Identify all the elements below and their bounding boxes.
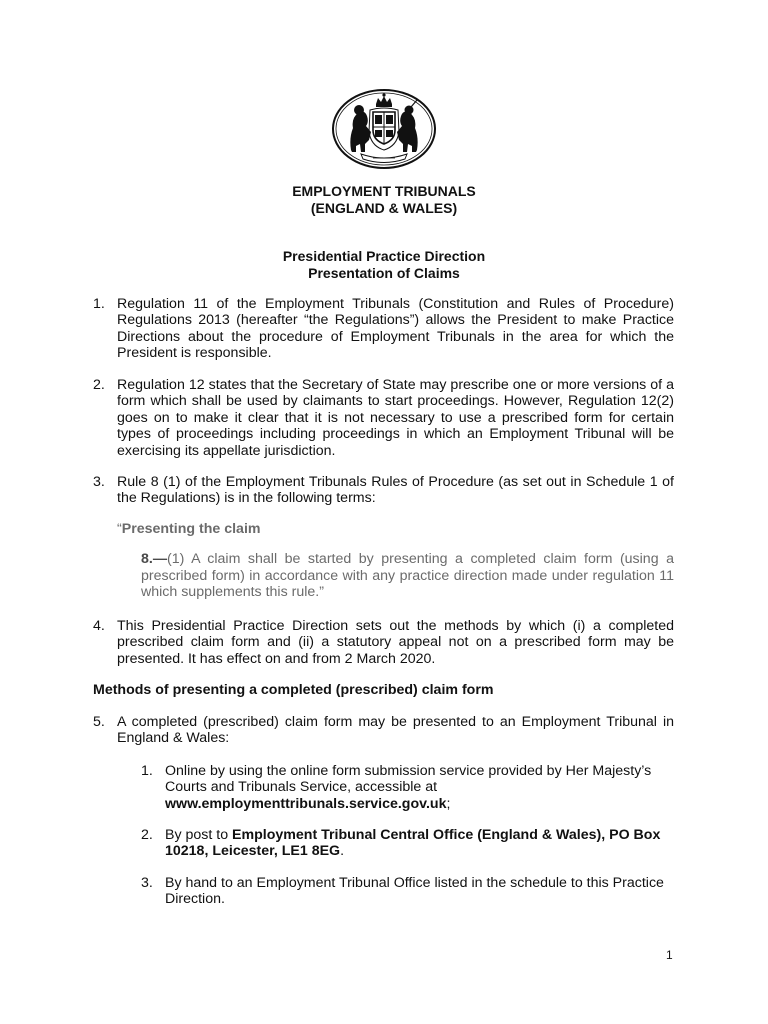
page-number: 1 (666, 948, 673, 962)
rule-text: (1) A claim shall be started by presenting a completed claim form (using a prescribed form) in accordance with any practice direction made under regulation 11 which supplements this rule.” (141, 551, 674, 601)
paragraph-1 (93, 296, 674, 362)
subtitle-line-1: Presidential Practice Direction (282, 248, 486, 264)
paragraph-text: Regulation 12 states that the Secretary of State may prescribe one or more versions of a form which shall be used by claimants to start proceedings. However, Regulation 12(2) goes on to make it clear that it is not necessary to use a prescribed form for certain types of proceedings including proceedings in which an Employment Tribunal will be exercising its appellate jurisdiction. (117, 377, 674, 459)
method-text-after: . (340, 843, 345, 860)
service-url-link[interactable]: www.employmenttribunals.service.gov.uk (165, 795, 447, 812)
paragraph-text: Rule 8 (1) of the Employment Tribunals Rules of Procedure (as set out in Schedule 1 of the Regulations) is in the following terms: (117, 474, 674, 507)
method-item-1 (141, 763, 674, 812)
method-text-plain: By post to (165, 827, 233, 843)
rule-number: 8.— (141, 551, 168, 568)
royal-coat-of-arms-icon (331, 88, 437, 170)
method-number: 2. (141, 827, 153, 843)
method-item-3 (141, 875, 674, 908)
subtitle-line-2: Presentation of Claims (308, 265, 460, 281)
open-quote-mark: “ (117, 521, 122, 537)
document-title (0, 183, 768, 217)
paragraph-text: Regulation 11 of the Employment Tribunals (Constitution and Rules of Procedure) Regulations 2013 (hereafter “the Regulations”) allows the President to make Practice Directions about the procedure of Employment Tribunals in the area for which the President is responsible. (117, 296, 674, 362)
quoted-rule-body (141, 551, 674, 600)
method-item-2 (141, 827, 674, 860)
paragraph-number: 3. (93, 474, 105, 490)
method-text (165, 763, 674, 812)
paragraph-3 (93, 474, 674, 507)
paragraph-4 (93, 618, 674, 667)
method-number: 1. (141, 763, 153, 779)
document-subtitle (0, 248, 768, 282)
title-line-1: EMPLOYMENT TRIBUNALS (292, 183, 476, 199)
paragraph-text: A completed (prescribed) claim form may be presented to an Employment Tribunal in England & Wales: (117, 714, 674, 747)
paragraph-2 (93, 377, 674, 459)
paragraph-number: 4. (93, 618, 105, 634)
title-line-2: (ENGLAND & WALES) (310, 200, 458, 216)
method-text (165, 827, 674, 860)
quote-title-text: Presenting the claim (121, 521, 261, 537)
paragraph-number: 2. (93, 377, 105, 393)
paragraph-number: 1. (93, 296, 105, 312)
quoted-rule-title (117, 521, 674, 537)
method-text (165, 875, 674, 908)
method-text-plain: By hand to an Employment Tribunal Office listed in the schedule to this Practice Direction. (165, 875, 664, 908)
method-number: 3. (141, 875, 153, 891)
paragraph-text: This Presidential Practice Direction sets out the methods by which (i) a completed prescribed claim form and (ii) a statutory appeal not on a prescribed form may be presented. It has effect on and from 2 March 2020. (117, 618, 674, 667)
method-text-after: ; (446, 795, 451, 812)
paragraph-number: 5. (93, 714, 105, 730)
section-heading: Methods of presenting a completed (prescribed) claim form (93, 682, 494, 698)
quoted-rule (117, 521, 674, 601)
method-text-plain: Online by using the online form submission service provided by Her Majesty’s Courts and Tribunals Service, accessible at (165, 763, 652, 796)
paragraph-5 (93, 714, 674, 747)
postal-address: Employment Tribunal Central Office (England & Wales), PO Box 10218, Leicester, LE1 8EG (165, 827, 661, 860)
